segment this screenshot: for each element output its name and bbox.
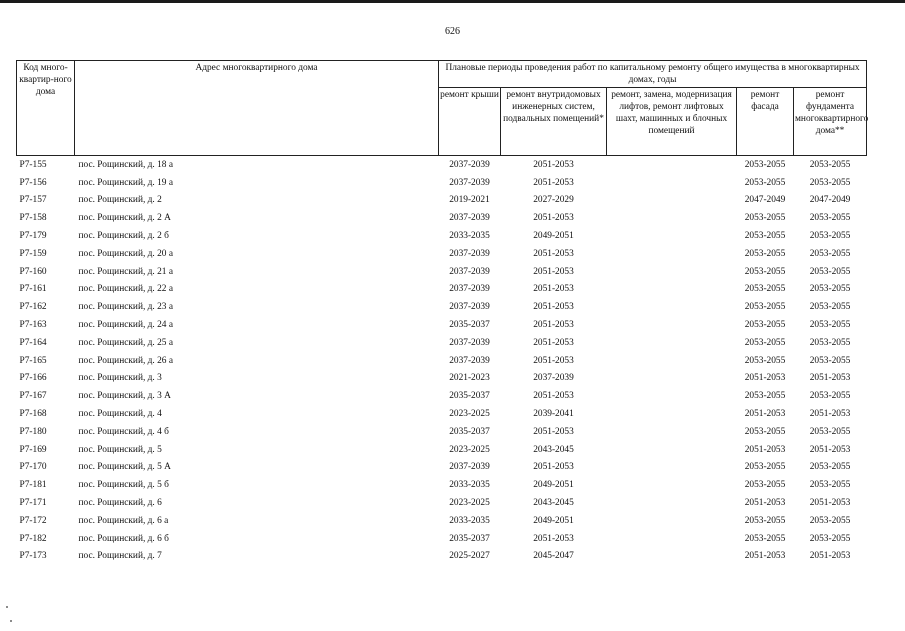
cell-code: Р7-172: [19, 515, 47, 526]
header-lifts: ремонт, замена, модернизация лифтов, ремонт лифтовых шахт, машинных и блочных помещений: [607, 88, 737, 156]
cell-address: пос. Рощинский, д. 7: [78, 551, 162, 562]
cell-lifts: [607, 512, 737, 530]
cell-engineering: 2037-2039: [533, 373, 574, 384]
cell-engineering: 2051-2053: [533, 337, 574, 348]
cell-lifts: [607, 459, 737, 477]
cell-facade: 2053-2055: [744, 231, 786, 242]
cell-lifts: [607, 548, 737, 566]
cell-code: Р7-156: [19, 177, 47, 188]
cell-facade: 2053-2055: [744, 266, 786, 277]
cell-roof: 2037-2039: [449, 266, 490, 277]
cell-roof: 2037-2039: [449, 462, 490, 473]
cell-roof: 2033-2035: [449, 515, 490, 526]
table-row: [17, 441, 867, 459]
cell-foundation: 2053-2055: [809, 426, 851, 437]
cell-roof: 2037-2039: [449, 302, 490, 313]
cell-roof: 2037-2039: [449, 337, 490, 348]
table-row: [17, 476, 867, 494]
cell-address: пос. Рощинский, д. 4: [78, 409, 162, 420]
cell-foundation: 2053-2055: [809, 515, 851, 526]
table-row: [17, 209, 867, 227]
cell-facade: 2047-2049: [744, 195, 786, 206]
cell-engineering: 2051-2053: [533, 426, 574, 437]
cell-engineering: 2051-2053: [533, 391, 574, 402]
cell-foundation: 2051-2053: [809, 444, 851, 455]
header-roof: ремонт крыши: [439, 88, 501, 156]
cell-code: Р7-168: [19, 409, 47, 420]
cell-roof: 2035-2037: [449, 391, 490, 402]
cell-address: пос. Рощинский, д. 4 б: [78, 426, 169, 437]
cell-facade: 2053-2055: [744, 391, 786, 402]
cell-address: пос. Рощинский, д. 5 А: [78, 462, 171, 473]
page-number: 626: [445, 26, 460, 37]
scan-speck: [10, 620, 12, 622]
cell-code: Р7-170: [19, 462, 47, 473]
cell-engineering: 2051-2053: [533, 159, 574, 170]
cell-engineering: 2043-2045: [533, 498, 574, 509]
cell-facade: 2053-2055: [744, 480, 786, 491]
cell-lifts: [607, 298, 737, 316]
cell-roof: 2021-2023: [449, 373, 490, 384]
cell-foundation: 2053-2055: [809, 355, 851, 366]
cell-foundation: 2053-2055: [809, 320, 851, 331]
table-row: [17, 405, 867, 423]
table-row: [17, 370, 867, 388]
header-row-1: [17, 61, 867, 88]
cell-lifts: [607, 281, 737, 299]
cell-facade: 2053-2055: [744, 213, 786, 224]
cell-roof: 2035-2037: [449, 533, 490, 544]
cell-code: Р7-167: [19, 391, 47, 402]
cell-roof: 2035-2037: [449, 320, 490, 331]
cell-roof: 2037-2039: [449, 177, 490, 188]
cell-roof: 2033-2035: [449, 480, 490, 491]
header-engineering: ремонт внутридомовых инженерных систем, подвальных помещений*: [501, 88, 607, 156]
table-row: [17, 192, 867, 210]
cell-engineering: 2039-2041: [533, 409, 574, 420]
cell-facade: 2051-2053: [744, 498, 786, 509]
cell-engineering: 2049-2051: [533, 515, 574, 526]
cell-code: Р7-166: [19, 373, 47, 384]
cell-engineering: 2027-2029: [533, 195, 574, 206]
cell-code: Р7-163: [19, 320, 47, 331]
cell-engineering: 2051-2053: [533, 284, 574, 295]
cell-address: пос. Рощинский, д. 19 а: [78, 177, 173, 188]
cell-address: пос. Рощинский, д. 2: [78, 195, 162, 206]
cell-facade: 2053-2055: [744, 515, 786, 526]
table-row: [17, 494, 867, 512]
cell-address: пос. Рощинский, д. 3: [78, 373, 162, 384]
cell-address: пос. Рощинский, д. 3 А: [78, 391, 171, 402]
cell-facade: 2051-2053: [744, 409, 786, 420]
cell-facade: 2053-2055: [744, 337, 786, 348]
cell-address: пос. Рощинский, д. 23 а: [78, 302, 173, 313]
cell-foundation: 2051-2053: [809, 373, 851, 384]
cell-facade: 2051-2053: [744, 444, 786, 455]
cell-foundation: 2053-2055: [809, 462, 851, 473]
cell-address: пос. Рощинский, д. 2 А: [78, 213, 171, 224]
cell-address: пос. Рощинский, д. 22 а: [78, 284, 173, 295]
cell-lifts: [607, 156, 737, 174]
cell-facade: 2053-2055: [744, 462, 786, 473]
cell-engineering: 2045-2047: [533, 551, 574, 562]
cell-facade: 2051-2053: [744, 373, 786, 384]
table-row: [17, 245, 867, 263]
cell-engineering: 2051-2053: [533, 177, 574, 188]
cell-roof: 2037-2039: [449, 213, 490, 224]
cell-roof: 2025-2027: [449, 551, 490, 562]
cell-roof: 2037-2039: [449, 159, 490, 170]
cell-engineering: 2051-2053: [533, 320, 574, 331]
cell-facade: 2053-2055: [744, 159, 786, 170]
cell-facade: 2053-2055: [744, 177, 786, 188]
cell-address: пос. Рощинский, д. 6: [78, 498, 162, 509]
cell-roof: 2023-2025: [449, 409, 490, 420]
cell-facade: 2053-2055: [744, 533, 786, 544]
cell-code: Р7-161: [19, 284, 47, 295]
cell-foundation: 2053-2055: [809, 159, 851, 170]
table-row: [17, 227, 867, 245]
table-row: [17, 387, 867, 405]
cell-foundation: 2053-2055: [809, 266, 851, 277]
cell-lifts: [607, 405, 737, 423]
cell-roof: 2033-2035: [449, 231, 490, 242]
cell-code: Р7-159: [19, 248, 47, 259]
cell-facade: 2051-2053: [744, 551, 786, 562]
cell-address: пос. Рощинский, д. 6 а: [78, 515, 169, 526]
cell-facade: 2053-2055: [744, 284, 786, 295]
cell-lifts: [607, 530, 737, 548]
table-row: [17, 156, 867, 174]
cell-foundation: 2047-2049: [809, 195, 851, 206]
table-row: [17, 548, 867, 566]
cell-code: Р7-171: [19, 498, 47, 509]
cell-address: пос. Рощинский, д. 20 а: [78, 248, 173, 259]
table-row: [17, 298, 867, 316]
cell-foundation: 2053-2055: [809, 480, 851, 491]
capital-repair-schedule-table: [16, 60, 867, 565]
cell-engineering: 2049-2051: [533, 480, 574, 491]
cell-code: Р7-160: [19, 266, 47, 277]
cell-lifts: [607, 227, 737, 245]
table-row: [17, 459, 867, 477]
cell-code: Р7-173: [19, 551, 47, 562]
header-address: Адрес многоквартирного дома: [75, 61, 439, 156]
cell-code: Р7-165: [19, 355, 47, 366]
cell-code: Р7-182: [19, 533, 47, 544]
cell-code: Р7-162: [19, 302, 47, 313]
table-row: [17, 263, 867, 281]
cell-foundation: 2053-2055: [809, 284, 851, 295]
cell-lifts: [607, 494, 737, 512]
cell-roof: 2037-2039: [449, 355, 490, 366]
cell-address: пос. Рощинский, д. 25 а: [78, 337, 173, 348]
table-row: [17, 281, 867, 299]
cell-lifts: [607, 370, 737, 388]
cell-roof: 2023-2025: [449, 498, 490, 509]
cell-lifts: [607, 387, 737, 405]
cell-address: пос. Рощинский, д. 21 а: [78, 266, 173, 277]
cell-code: Р7-181: [19, 480, 47, 491]
table-row: [17, 530, 867, 548]
table-row: [17, 352, 867, 370]
cell-engineering: 2051-2053: [533, 302, 574, 313]
cell-facade: 2053-2055: [744, 320, 786, 331]
scan-speck: [6, 606, 8, 608]
cell-roof: 2037-2039: [449, 248, 490, 259]
cell-lifts: [607, 423, 737, 441]
cell-facade: 2053-2055: [744, 302, 786, 313]
cell-roof: 2035-2037: [449, 426, 490, 437]
cell-lifts: [607, 334, 737, 352]
cell-foundation: 2053-2055: [809, 337, 851, 348]
top-border-rule: [0, 0, 905, 3]
cell-code: Р7-169: [19, 444, 47, 455]
cell-address: пос. Рощинский, д. 2 б: [78, 231, 169, 242]
cell-foundation: 2053-2055: [809, 248, 851, 259]
cell-code: Р7-164: [19, 337, 47, 348]
cell-roof: 2037-2039: [449, 284, 490, 295]
cell-engineering: 2051-2053: [533, 533, 574, 544]
cell-foundation: 2051-2053: [809, 498, 851, 509]
table-row: [17, 174, 867, 192]
cell-engineering: 2051-2053: [533, 213, 574, 224]
cell-code: Р7-179: [19, 231, 47, 242]
table-row: [17, 334, 867, 352]
cell-foundation: 2053-2055: [809, 213, 851, 224]
cell-code: Р7-180: [19, 426, 47, 437]
cell-lifts: [607, 441, 737, 459]
cell-foundation: 2053-2055: [809, 533, 851, 544]
cell-lifts: [607, 263, 737, 281]
cell-code: Р7-157: [19, 195, 47, 206]
cell-foundation: 2051-2053: [809, 551, 851, 562]
cell-address: пос. Рощинский, д. 18 а: [78, 159, 173, 170]
cell-lifts: [607, 174, 737, 192]
cell-lifts: [607, 476, 737, 494]
cell-foundation: 2051-2053: [809, 409, 851, 420]
cell-lifts: [607, 352, 737, 370]
cell-address: пос. Рощинский, д. 6 б: [78, 533, 169, 544]
cell-address: пос. Рощинский, д. 5 б: [78, 480, 169, 491]
table-row: [17, 423, 867, 441]
cell-address: пос. Рощинский, д. 26 а: [78, 355, 173, 366]
cell-foundation: 2053-2055: [809, 231, 851, 242]
cell-facade: 2053-2055: [744, 355, 786, 366]
cell-address: пос. Рощинский, д. 24 а: [78, 320, 173, 331]
table-row: [17, 316, 867, 334]
cell-engineering: 2051-2053: [533, 355, 574, 366]
header-foundation: ремонт фундамента многоквартирного дома**: [794, 88, 867, 156]
cell-foundation: 2053-2055: [809, 177, 851, 188]
cell-engineering: 2051-2053: [533, 462, 574, 473]
cell-engineering: 2049-2051: [533, 231, 574, 242]
cell-engineering: 2051-2053: [533, 266, 574, 277]
header-facade: ремонт фасада: [737, 88, 794, 156]
cell-lifts: [607, 192, 737, 210]
cell-engineering: 2051-2053: [533, 248, 574, 259]
header-code: Код много-квартир-ного дома: [17, 61, 75, 156]
cell-code: Р7-158: [19, 213, 47, 224]
cell-lifts: [607, 245, 737, 263]
table-body: [17, 156, 867, 566]
cell-code: Р7-155: [19, 159, 47, 170]
cell-facade: 2053-2055: [744, 248, 786, 259]
cell-roof: 2019-2021: [449, 195, 490, 206]
table-row: [17, 512, 867, 530]
cell-roof: 2023-2025: [449, 444, 490, 455]
cell-foundation: 2053-2055: [809, 302, 851, 313]
cell-lifts: [607, 209, 737, 227]
cell-address: пос. Рощинский, д. 5: [78, 444, 162, 455]
cell-facade: 2053-2055: [744, 426, 786, 437]
cell-lifts: [607, 316, 737, 334]
cell-engineering: 2043-2045: [533, 444, 574, 455]
cell-foundation: 2053-2055: [809, 391, 851, 402]
header-periods: Плановые периоды проведения работ по капитальному ремонту общего имущества в многоквартирных домах, годы: [439, 61, 867, 88]
